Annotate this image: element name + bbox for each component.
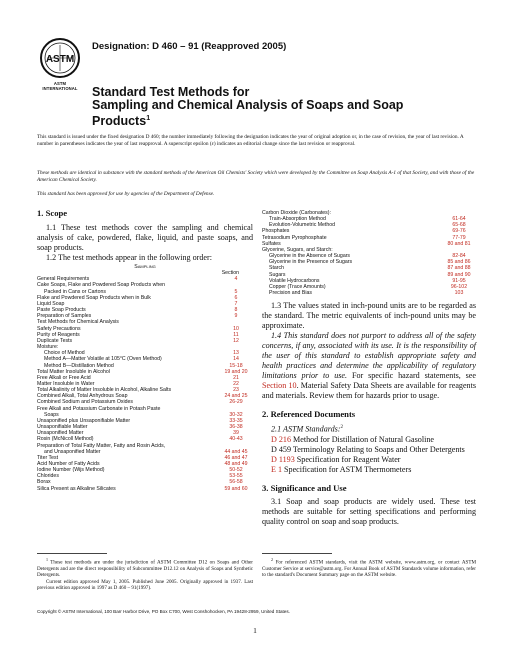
toc-entry-title: Glycerine in the Presence of Sugars [269,259,353,266]
toc-entry-title: Purity of Reagents [37,331,80,338]
toc-section-link[interactable]: 48 and 49 [224,461,248,467]
page-number: 1 [253,626,257,635]
toc-section-link[interactable]: 91-95 [452,277,466,284]
referenced-item [262,455,476,465]
title-line-1: Standard Test Methods for [92,85,250,99]
toc-section-link[interactable]: 33-35 [229,417,243,424]
scope-1-4 [262,331,476,401]
footnote-2: $^2$ For referenced ASTM standards, visit the ASTM website, www.astm.org, or contact ASTM Customer Service at service@astm.org. For Annual Book of ASTM Standards volume information, refer to the standard's Document Summary page on the ASTM website. [262,557,476,579]
toc-entry-title: Iodine Number (Wijs Method) [37,467,105,474]
toc-entry-title: Method B—Distillation Method [44,362,114,369]
scope-1-2: 1.2 The test methods appear in the following order: [46,253,212,262]
astm-logo [36,36,84,94]
toc-entry-title: Preparation of Samples [37,313,92,320]
toc-entry-title: Acid Number of Fatty Acids [37,461,100,467]
toc-section-link[interactable]: 15-18 [229,362,243,369]
section-10-link[interactable]: Section 10 [262,381,297,391]
toc-header: Sampling [134,264,156,270]
toc-section-link[interactable]: 26-29 [229,399,243,406]
footnote-1: $^1$ These test methods are under the jurisdiction of ASTM Committee D12 on Soaps and Other Detergents and are the direct responsibility of Subcommittee D12.12 on Analysis of Soaps and Synthetic Detergents. Current edition approved May 1, 2005. Published June 2005. Originally approved in 1937. Last previous edition approved in 1997 as D 460 – 91(1997). [37,557,254,591]
toc-entry-title: Sulfates [262,240,281,247]
referenced-item [262,445,476,455]
scope-1-1: 1.1 These test methods cover the sampling and chemical analysis of cake, powdered, flake, liquid, and paste soaps, and soap products. [37,223,253,252]
toc-section-link[interactable]: 65-68 [452,222,466,229]
toc-entry-title: Silica Present as Alkaline Silicates [37,485,116,492]
toc-section-link[interactable]: 24 and 25 [224,393,248,400]
standard-title: Specification for ASTM Thermometers [282,464,412,474]
safety-italic: 1.4 This standard does not purport to address all of the safety concerns, if any, associated with its use. It is the responsibility of the user of this standard to establish appropriate safety and health practices and determine the applicability of regulatory limitations prior to use. [262,331,476,381]
safety-text-b: . Material Safety Data Sheets are available for reagents and materials. Review them for hazards prior to usage. [262,381,476,401]
ref-intro-text: 2.1 ASTM Standards: [271,424,341,434]
toc-entry-title: Test Methods for Chemical Analysis [37,319,119,326]
toc-entry-title: Unsaponified Matter [37,430,84,437]
toc-section-link[interactable]: 23 [233,387,239,394]
dod-note: This standard has been approved for use by agencies of the Department of Defense. [37,191,215,197]
scope-1-3: 1.3 The values stated in inch-pound units are to be regarded as the standard. The metric equivalents of inch-pound units may be approximate. [262,301,476,331]
toc-entry-title: Choice of Method [44,350,85,357]
toc-entry-title: Cake Soaps, Flake and Powdered Soap Products when [37,282,166,289]
toc-right-entry [262,290,476,296]
toc-section-link[interactable]: 82-84 [452,253,466,260]
toc-entry-title: Total Alkalinity of Matter Insoluble in Alcohol, Alkaline Salts [37,387,172,394]
toc-section-link[interactable]: 4 [234,276,238,283]
standard-code-link[interactable]: E 1 [271,464,283,474]
toc-section-link[interactable]: 22 [233,380,239,387]
designation-note: This standard is issued under the fixed designation D 460; the number immediately following the designation indicates the year of original adoption or, in the case of revision, the year of last revision. A number in parentheses indicates the year of last reapproval. A superscript epsilon (ε) indicates an editorial change since the last revision or reapproval. [37,134,464,148]
designation: Designation: D 460 – 91 (Reapproved 2005) [92,41,287,52]
toc-left [37,264,253,492]
toc-section-link[interactable]: 77-79 [452,234,466,241]
toc-section-link[interactable]: 59 and 60 [224,485,248,492]
toc-entry-title: Phosphates [262,228,290,235]
toc-entry-title: Sugars [269,271,286,278]
toc-entry-title: Unsaponifiable Matter [37,424,88,431]
svg-text:ASTM: ASTM [45,54,75,65]
toc-entry-title: Moisture: [37,344,59,351]
toc-entry-title: Chlorides [37,473,59,480]
significance-3-1: 3.1 Soap and soap products are widely used. These test methods are suitable for setting specifications and performing quality control on soap and soap products. [262,496,476,526]
toc-entry-title: Starch [269,265,284,272]
standard-code-link: D 459 [271,444,292,454]
toc-entry-title: Tetrasodium Pyrophosphate [262,234,327,241]
copyright: Copyright © ASTM International, 100 Barr Harbor Drive, PO Box C700, West Conshohocken, PA 19428-2959, United States. [37,609,290,614]
toc-section-link[interactable]: 12 [233,337,239,344]
toc-section-link[interactable]: 103 [454,290,464,297]
toc-section-link[interactable]: 9 [234,313,238,320]
toc-entry-title: Borax [37,479,51,486]
standard-title: Method for Distillation of Natural Gasoline [291,434,434,444]
standard-title: Specification for Reagent Water [294,454,401,464]
toc-section-link[interactable]: 46 and 47 [224,454,248,461]
toc-section-link[interactable]: 56-58 [229,479,243,486]
toc-section-label: Section [221,270,239,277]
toc-entry-title: Packed in Cans or Cartons [44,288,106,295]
toc-section-link[interactable]: 69-76 [452,228,466,235]
toc-section-link[interactable]: 85 and 86 [447,259,471,266]
footnote-rule-left [37,553,107,554]
standard-code-link[interactable]: D 1193 [271,454,295,464]
toc-entry-title: Liquid Soap [37,300,65,307]
toc-left-entry [37,486,253,492]
ref-intro-sup: 2 [340,425,343,431]
toc-entry-title: Duplicate Tests [37,337,73,344]
standard-code-link[interactable]: D 216 [271,434,292,444]
significance-heading: 3. Significance and Use [262,482,347,493]
toc-entry-title: Rosin (McNicoll Method) [37,436,94,443]
toc-section-link[interactable]: 13 [233,350,239,357]
footnote-1-b: Current edition approved May 1, 2005. Published June 2005. Originally approved in 1937. Last previous edition approved in 1997 as D 460 – 91(1997). [37,578,253,591]
toc-section-link[interactable]: 61-64 [452,216,466,223]
referenced-item [262,435,476,445]
toc-entry-title: and Unsaponified Matter [44,448,101,455]
toc-section-link[interactable]: 80 and 81 [447,240,471,247]
toc-entry-title: Combined Alkali, Total Anhydrous Soap [37,393,128,400]
toc-entry-title: Method A—Matter Volatile at 105°C (Oven Method) [44,356,162,363]
safety-text-a: For specific hazard statements, see [351,371,476,381]
toc-section-link[interactable]: 50-52 [229,467,243,474]
toc-entry-title: Free Alkali and Potassium Carbonate in Potash Paste [37,405,161,412]
toc-section-link[interactable]: 87 and 88 [447,265,471,272]
toc-entry-title: Titer Test [37,454,59,461]
toc-entry-title: Free Alkali or Free Acid [37,374,91,381]
toc-entry-title: Combined Sodium and Potassium Oxides [37,399,134,406]
footnote-rule-right [262,553,332,554]
toc-entry-title: Train-Absorption Method [269,216,326,223]
referenced-list [262,435,476,475]
toc-section-link[interactable]: 89 and 90 [447,271,471,278]
toc-section-link[interactable]: 30-32 [229,411,243,418]
logo-caption: ASTM INTERNATIONAL [42,81,78,91]
scope-heading: 1. Scope [37,208,68,218]
toc-entry-title: Total Matter Insoluble in Alcohol [37,368,110,375]
toc-entry-title: Unsaponified plus Unsaponifiable Matter [37,417,131,424]
toc-entry-title: Flake and Powdered Soap Products when in Bulk [37,294,151,301]
toc-section-link[interactable]: 11 [233,331,239,338]
toc-section-link[interactable]: 6 [234,294,238,301]
toc-entry-title: Soaps [44,411,59,418]
footnote-2-text: For referenced ASTM standards, visit the ASTM website, www.astm.org, or contact ASTM Customer Service at service@astm.org. For Annual Book of ASTM Standards volume information, refer to the standard's Document Summary page on the ASTM website. [262,559,476,579]
toc-entry-title: Evolution-Volumetric Method [269,222,336,229]
toc-entry-title: Glycerine in the Absence of Sugars [269,253,351,260]
toc-right [262,210,476,296]
standard-title: Terminology Relating to Soaps and Other Detergents [291,444,465,454]
toc-section-link[interactable]: 14 [233,356,239,363]
footnote-1-a: These test methods are under the jurisdiction of ASTM Committee D12 on Soaps and Other Detergents and are the direct responsibility of Subcommittee D12.12 on Analysis of Soaps and Synthetic Detergents. [37,559,254,579]
toc-section-link[interactable]: 21 [233,374,239,381]
title-footnote-mark: 1 [146,115,151,122]
toc-entry-title: Copper (Trace Amounts) [269,283,326,290]
society-note: These methods are identical in substance with the standard methods of the American Oil Chemists' Society which were developed by the Committee on Soap Analysis A-1 of that Society, and with those of the American Chemical Society. [37,170,475,184]
title-line-2: Sampling and Chemical Analysis of Soaps and Soap [92,98,404,112]
toc-section-link[interactable]: 7 [234,300,238,307]
toc-entry-title: Matter Insoluble in Water [37,380,95,387]
ref-intro [262,423,476,435]
referenced-item [262,465,476,475]
toc-section-link[interactable]: 53-55 [229,473,243,480]
toc-section-link[interactable]: 36-38 [229,424,243,431]
toc-entry-title: Safety Precautions [37,325,81,332]
toc-section-link[interactable]: 96-102 [450,283,468,290]
toc-entry-title: Paste Soap Products [37,307,86,314]
toc-entry-title: General Requirements [37,276,90,283]
toc-section-link[interactable]: 44 and 45 [224,448,248,455]
toc-entry-title: Glycerine, Sugars, and Starch: [262,246,333,253]
title-line-3: Products [92,114,147,129]
referenced-heading: 2. Referenced Documents [262,409,356,420]
document-title [92,86,492,128]
left-column [37,208,253,492]
toc-section-link[interactable]: 19 and 20 [224,368,248,375]
toc-entry-title: Preparation of Total Fatty Matter, Fatty and Rosin Acids, [37,442,166,449]
toc-section-link[interactable]: 5 [234,288,238,295]
toc-entry-title: Precision and Bias [269,290,312,297]
toc-section-link[interactable]: 40-43 [229,436,243,443]
toc-entry-title: Carbon Dioxide (Carbonates): [262,210,331,216]
toc-section-link[interactable]: 8 [234,307,238,314]
toc-section-link[interactable]: 10 [233,325,239,332]
toc-entry-title: Volatile Hydrocarbons [269,277,320,284]
right-column [262,210,476,527]
toc-section-link[interactable]: 39 [233,430,239,437]
